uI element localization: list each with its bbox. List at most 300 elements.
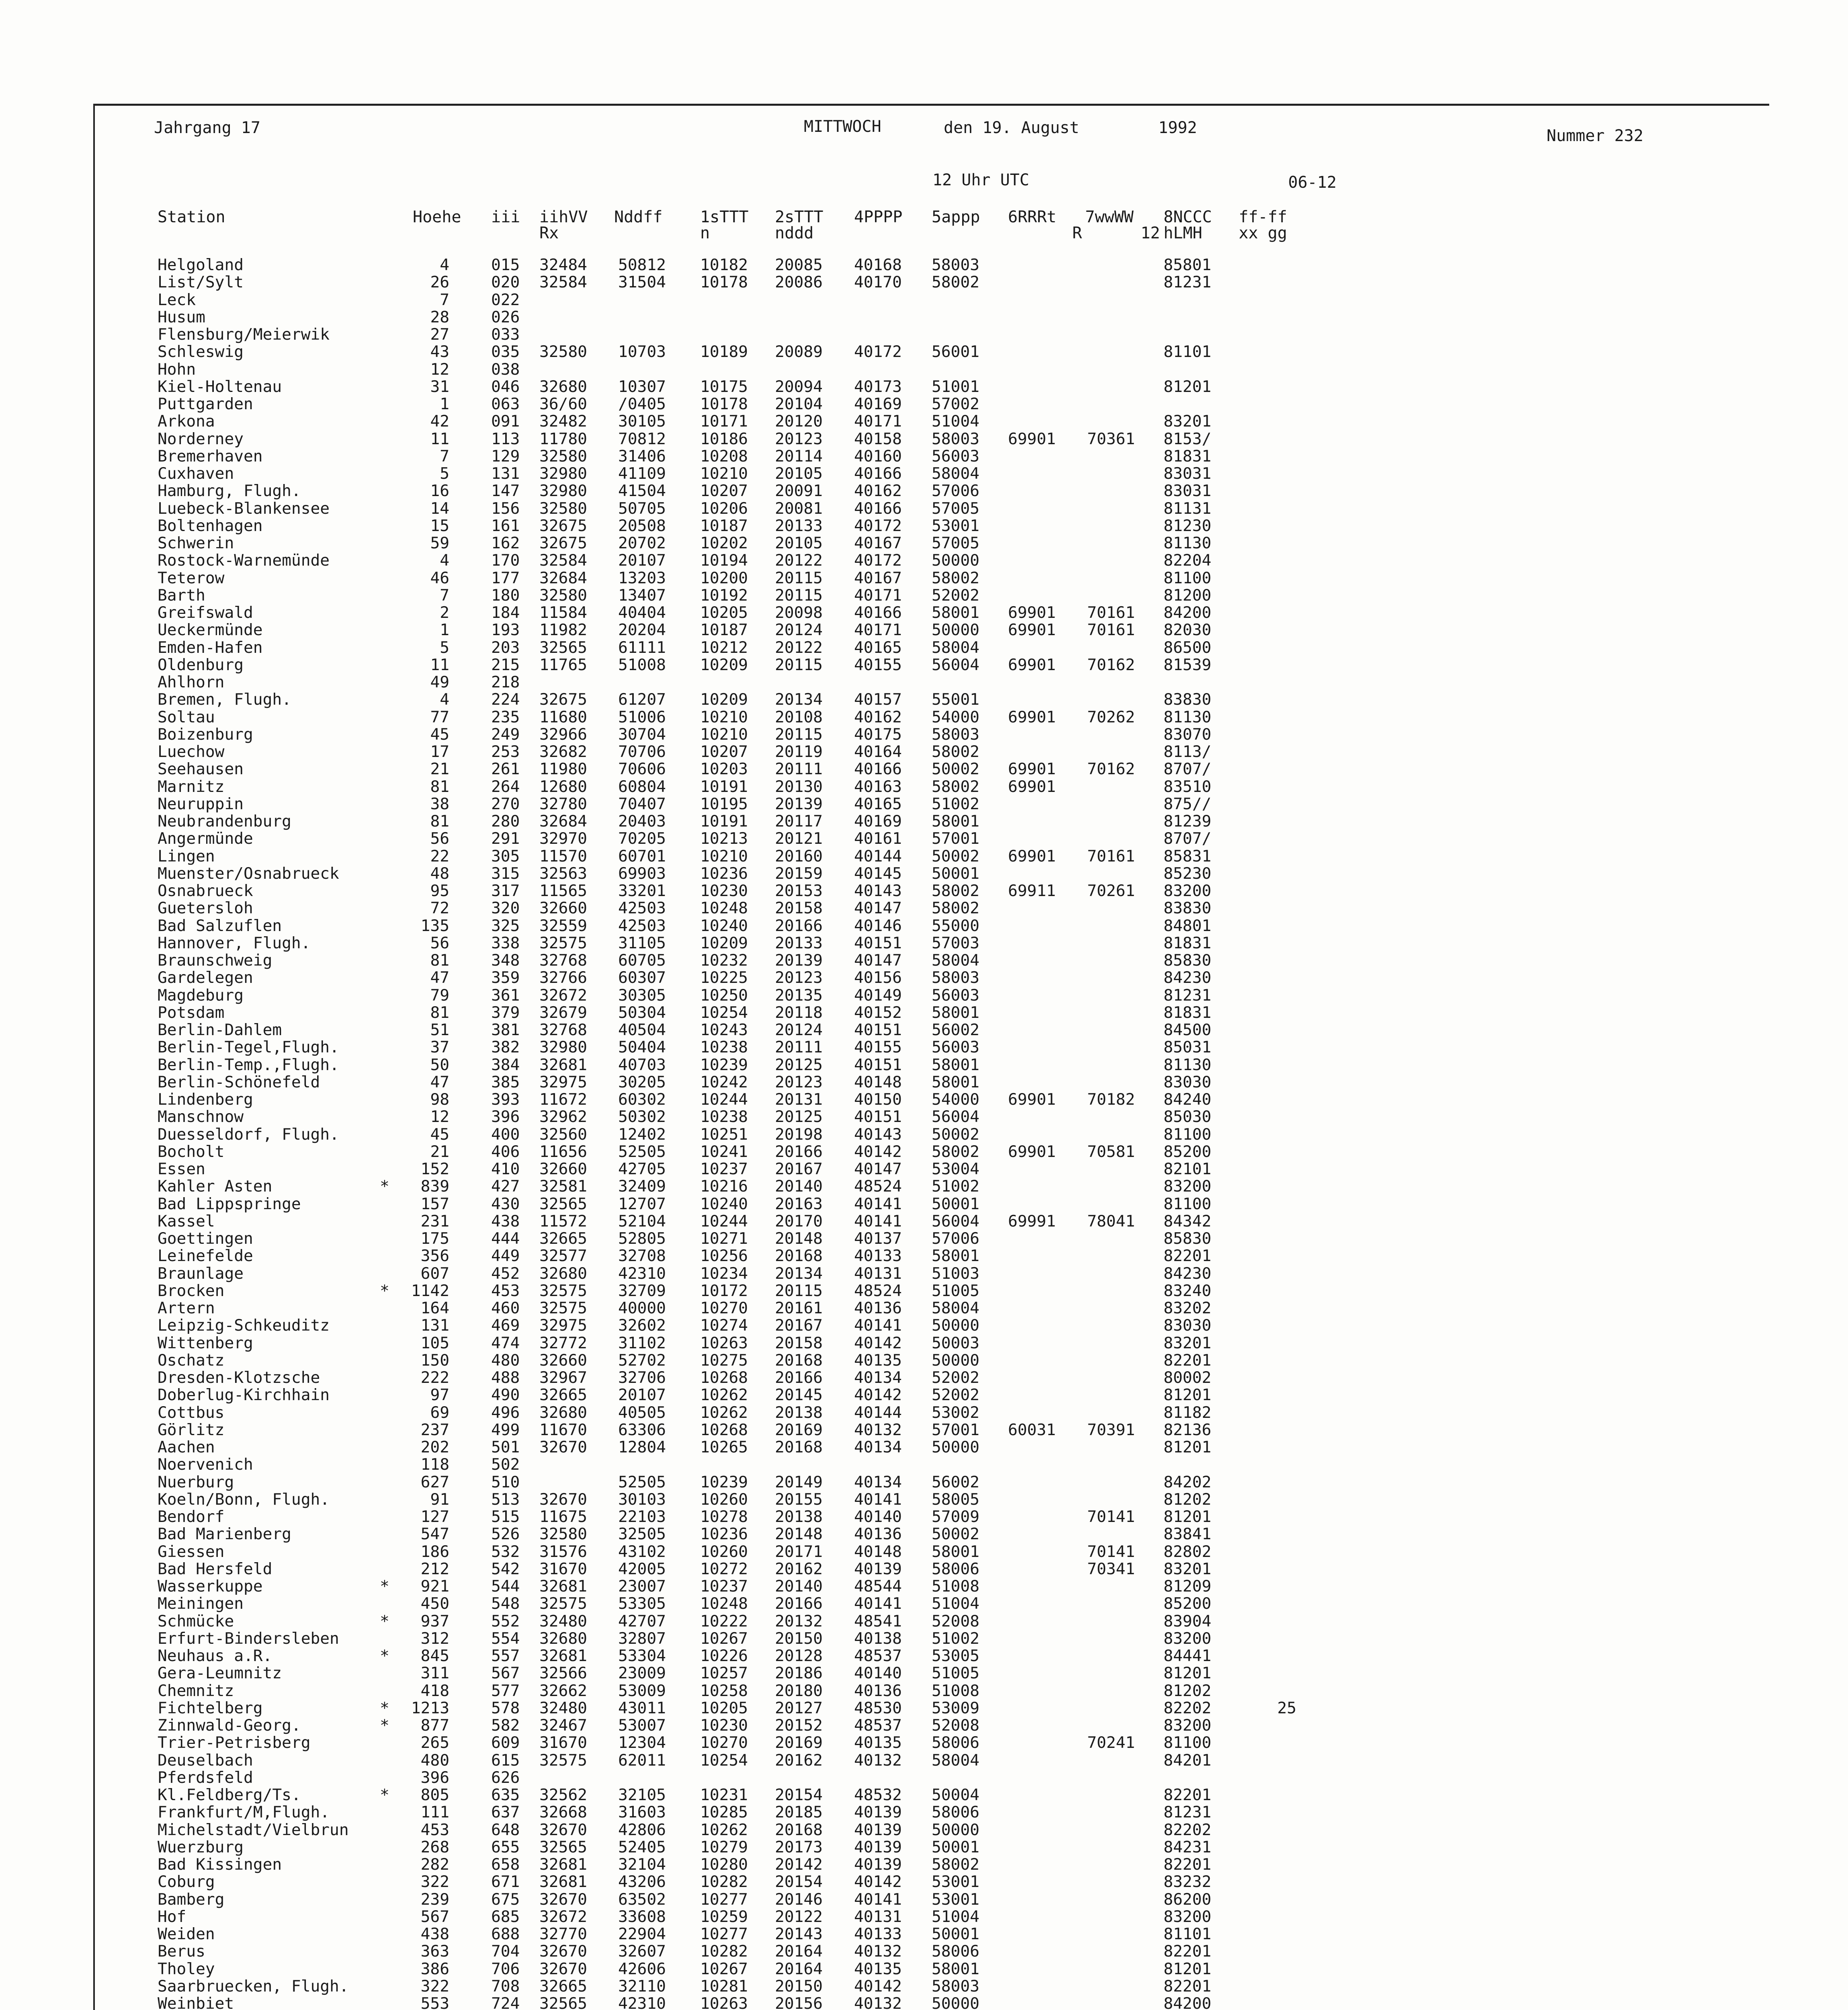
table-cell: 58002: [932, 882, 979, 900]
table-cell: 51008: [618, 655, 666, 674]
table-cell: [1277, 413, 1301, 430]
table-cell: [1277, 1335, 1301, 1352]
table-cell: 10282: [700, 1942, 748, 1961]
table-cell: [380, 1004, 392, 1021]
table-cell: 845: [420, 1647, 449, 1665]
table-cell: [1277, 1613, 1301, 1630]
table-cell: [1239, 1039, 1261, 1056]
station-name-cell: Lindenberg: [158, 1090, 253, 1109]
table-cell: [1008, 465, 1058, 482]
table-cell: 50404: [618, 1038, 666, 1057]
table-cell: 20081: [775, 499, 823, 518]
table-cell: [1008, 1682, 1058, 1700]
table-cell: 32665: [539, 1977, 587, 1996]
table-cell: [1277, 1908, 1301, 1926]
table-cell: 11765: [539, 655, 587, 674]
table-cell: [1239, 900, 1261, 917]
table-cell: [932, 309, 982, 326]
table-cell: 805: [420, 1786, 449, 1804]
table-cell: [1239, 778, 1261, 796]
table-cell: 84230: [1164, 1264, 1211, 1283]
table-cell: 688: [491, 1925, 520, 1943]
table-cell: [1087, 691, 1137, 708]
table-cell: 10232: [700, 951, 748, 970]
table-cell: *: [380, 1647, 389, 1665]
col-header-c7b: R: [1072, 224, 1082, 242]
table-cell: 180: [491, 586, 520, 605]
table-cell: 20086: [775, 273, 823, 292]
table-cell: [380, 1247, 392, 1265]
table-cell: [618, 361, 668, 378]
table-cell: 20107: [618, 551, 666, 570]
table-cell: [1239, 1613, 1261, 1630]
table-cell: 033: [491, 325, 520, 344]
table-cell: [854, 361, 904, 378]
table-cell: 70261: [1087, 882, 1135, 900]
table-cell: [1087, 552, 1137, 569]
table-cell: 32681: [539, 1873, 587, 1891]
table-cell: [1239, 517, 1261, 535]
table-cell: [1239, 865, 1261, 882]
table-cell: [1239, 796, 1261, 813]
table-cell: 40163: [854, 777, 902, 796]
table-cell: [380, 431, 392, 448]
table-cell: [932, 1769, 982, 1786]
table-cell: 40140: [854, 1508, 902, 1526]
table-cell: [1277, 1995, 1301, 2010]
table-cell: [1008, 969, 1058, 987]
table-cell: 40166: [854, 464, 902, 483]
table-cell: 81101: [1164, 343, 1211, 361]
table-cell: 553: [420, 1994, 449, 2010]
table-cell: [1239, 743, 1261, 761]
table-cell: 83240: [1164, 1281, 1211, 1300]
table-cell: [1239, 1943, 1261, 1960]
table-cell: 69901: [1008, 1142, 1056, 1161]
table-cell: [380, 709, 392, 726]
table-cell: [1277, 1230, 1301, 1247]
jahrgang-label: Jahrgang 17: [154, 119, 260, 137]
table-cell: 84201: [1164, 1751, 1211, 1770]
table-cell: [932, 326, 982, 343]
table-cell: 32672: [539, 1907, 587, 1926]
table-cell: 026: [491, 308, 520, 326]
table-cell: 81130: [1164, 1055, 1211, 1074]
table-cell: [1277, 1491, 1301, 1508]
table-cell: 12707: [618, 1194, 666, 1213]
table-cell: 32770: [539, 1925, 587, 1943]
table-cell: [1164, 291, 1214, 309]
table-cell: 81100: [1164, 568, 1211, 587]
table-cell: [1277, 1926, 1301, 1943]
table-cell: 84500: [1164, 1021, 1211, 1039]
table-cell: 80002: [1164, 1368, 1211, 1387]
table-cell: 60804: [618, 777, 666, 796]
table-cell: 675: [491, 1890, 520, 1909]
table-cell: [1277, 1091, 1301, 1108]
table-cell: [1164, 326, 1214, 343]
table-cell: [380, 1543, 392, 1561]
table-cell: *: [380, 1177, 389, 1196]
table-cell: 10178: [700, 395, 748, 413]
table-cell: 10268: [700, 1420, 748, 1439]
table-cell: 40160: [854, 447, 902, 466]
table-cell: [618, 1769, 668, 1786]
table-cell: [1239, 587, 1261, 604]
table-cell: 10209: [700, 655, 748, 674]
table-cell: 69901: [1008, 847, 1056, 866]
station-name-cell: Braunlage: [158, 1264, 244, 1283]
table-cell: [1008, 1196, 1058, 1213]
table-cell: [1239, 830, 1261, 847]
table-cell: 379: [491, 1003, 520, 1022]
table-cell: 32580: [539, 499, 587, 518]
table-cell: 249: [491, 725, 520, 744]
table-cell: 31670: [539, 1733, 587, 1752]
table-cell: 40175: [854, 725, 902, 744]
table-cell: 393: [491, 1090, 520, 1109]
table-cell: 184: [491, 603, 520, 622]
table-cell: 10194: [700, 551, 748, 570]
station-name-cell: Hohn: [158, 360, 196, 379]
table-cell: 81831: [1164, 447, 1211, 466]
table-cell: 22904: [618, 1925, 666, 1943]
table-cell: 10285: [700, 1803, 748, 1822]
table-cell: 356: [420, 1247, 449, 1265]
station-name-cell: Bad Kissingen: [158, 1855, 282, 1874]
table-cell: [1277, 1369, 1301, 1386]
table-cell: 10171: [700, 412, 748, 431]
column-group-10b: [1277, 256, 1301, 2010]
table-cell: [1277, 1021, 1301, 1039]
table-cell: [380, 865, 392, 882]
station-name-cell: Wittenberg: [158, 1333, 253, 1352]
table-cell: [1008, 309, 1058, 326]
table-cell: [1277, 1665, 1301, 1682]
station-name-cell: Puttgarden: [158, 395, 253, 413]
table-cell: 40155: [854, 655, 902, 674]
table-cell: 20159: [775, 864, 823, 883]
table-cell: 14: [430, 499, 449, 518]
column-iii: [491, 256, 521, 2010]
table-cell: [1087, 1161, 1137, 1178]
table-cell: 50002: [932, 847, 979, 866]
table-cell: 81: [430, 1003, 449, 1022]
table-cell: 40133: [854, 1925, 902, 1943]
table-cell: 40000: [618, 1299, 666, 1317]
table-cell: 31105: [618, 933, 666, 952]
table-cell: 32780: [539, 794, 587, 813]
table-cell: [1277, 987, 1301, 1004]
table-cell: 10258: [700, 1681, 748, 1700]
table-cell: 20117: [775, 812, 823, 831]
table-cell: 70812: [618, 429, 666, 448]
table-cell: 69903: [618, 864, 666, 883]
table-cell: 20154: [775, 1873, 823, 1891]
frame-top-rule: [93, 104, 1769, 106]
table-cell: 10262: [700, 1820, 748, 1839]
table-cell: [700, 309, 750, 326]
table-cell: 10280: [700, 1855, 748, 1874]
table-cell: [1008, 1056, 1058, 1074]
table-cell: 1213: [411, 1698, 449, 1717]
table-cell: 50001: [932, 1838, 979, 1856]
table-cell: [1087, 1491, 1137, 1508]
table-cell: 224: [491, 690, 520, 709]
table-cell: 20098: [775, 603, 823, 622]
table-cell: 671: [491, 1873, 520, 1891]
table-cell: 11980: [539, 760, 587, 779]
table-cell: [1239, 535, 1261, 552]
table-cell: [1008, 396, 1058, 413]
table-cell: 58001: [932, 812, 979, 831]
table-cell: [380, 1665, 392, 1682]
table-cell: 32575: [539, 1299, 587, 1317]
table-cell: [1087, 1839, 1137, 1856]
table-cell: 20161: [775, 1299, 823, 1317]
table-cell: [618, 1456, 668, 1473]
table-cell: [1239, 570, 1261, 587]
table-cell: [380, 952, 392, 969]
table-cell: 83200: [1164, 882, 1211, 900]
table-cell: [1239, 1665, 1261, 1682]
table-cell: 70161: [1087, 603, 1135, 622]
table-cell: [1087, 1961, 1137, 1978]
table-cell: 32980: [539, 1038, 587, 1057]
table-cell: 50002: [932, 1525, 979, 1544]
table-cell: 52805: [618, 1229, 666, 1248]
table-cell: [1239, 326, 1261, 343]
table-cell: [854, 309, 904, 326]
table-cell: 53004: [932, 1160, 979, 1178]
table-cell: [1008, 952, 1058, 969]
table-cell: 40135: [854, 1351, 902, 1370]
table-cell: 10222: [700, 1612, 748, 1631]
station-name-cell: Angermünde: [158, 829, 253, 848]
table-cell: 31670: [539, 1559, 587, 1578]
table-cell: 60031: [1008, 1420, 1056, 1439]
table-cell: 40138: [854, 1629, 902, 1648]
table-cell: [1008, 482, 1058, 500]
table-cell: 359: [491, 968, 520, 987]
table-cell: 54000: [932, 1090, 979, 1109]
station-name-cell: Barth: [158, 586, 205, 605]
table-cell: 81: [430, 951, 449, 970]
table-cell: 53305: [618, 1594, 666, 1613]
table-cell: 499: [491, 1420, 520, 1439]
table-cell: 32580: [539, 586, 587, 605]
table-cell: 222: [420, 1368, 449, 1387]
table-cell: [1008, 1230, 1058, 1247]
table-cell: [1239, 1021, 1261, 1039]
station-name-cell: Berlin-Temp.,Flugh.: [158, 1055, 339, 1074]
table-cell: 30704: [618, 725, 666, 744]
table-cell: 30305: [618, 986, 666, 1005]
table-cell: 127: [420, 1508, 449, 1526]
table-cell: 32706: [618, 1368, 666, 1387]
table-cell: 40141: [854, 1194, 902, 1213]
table-cell: [1008, 1665, 1058, 1682]
table-cell: [1239, 1317, 1261, 1334]
table-cell: 32580: [539, 343, 587, 361]
table-cell: 53005: [932, 1647, 979, 1665]
table-cell: 32675: [539, 534, 587, 552]
table-cell: 635: [491, 1786, 520, 1804]
table-cell: 40173: [854, 377, 902, 396]
table-cell: [1277, 796, 1301, 813]
table-cell: [380, 1039, 392, 1056]
table-cell: [1239, 1856, 1261, 1873]
table-cell: 20139: [775, 794, 823, 813]
table-cell: 57009: [932, 1508, 979, 1526]
table-cell: 548: [491, 1594, 520, 1613]
table-cell: [1087, 1978, 1137, 1995]
table-cell: [1087, 1908, 1137, 1926]
table-cell: 268: [420, 1838, 449, 1856]
table-cell: [1239, 274, 1261, 291]
table-cell: [1087, 500, 1137, 517]
table-cell: [1239, 709, 1261, 726]
table-cell: 58003: [932, 256, 979, 274]
table-cell: 83070: [1164, 725, 1211, 744]
table-cell: [1277, 604, 1301, 621]
table-cell: 20162: [775, 1751, 823, 1770]
table-cell: 31504: [618, 273, 666, 292]
station-name-cell: Trier-Petrisberg: [158, 1733, 311, 1752]
table-cell: [775, 674, 825, 691]
table-cell: 655: [491, 1838, 520, 1856]
table-cell: [380, 1265, 392, 1282]
table-cell: [1239, 1161, 1261, 1178]
table-cell: 449: [491, 1247, 520, 1265]
table-cell: [1277, 1647, 1301, 1665]
table-cell: 70391: [1087, 1420, 1135, 1439]
table-cell: 31603: [618, 1803, 666, 1822]
table-cell: 20166: [775, 916, 823, 935]
table-cell: [775, 1769, 825, 1786]
table-cell: 10272: [700, 1559, 748, 1578]
table-cell: [1277, 1317, 1301, 1334]
table-cell: [380, 830, 392, 847]
table-cell: [1008, 1491, 1058, 1508]
table-cell: 81: [430, 812, 449, 831]
table-cell: 20160: [775, 847, 823, 866]
table-cell: [1008, 1769, 1058, 1786]
station-name-cell: Kl.Feldberg/Ts.: [158, 1786, 301, 1804]
table-cell: 23009: [618, 1664, 666, 1683]
table-cell: 70361: [1087, 429, 1135, 448]
table-cell: [1239, 1335, 1261, 1352]
col-header-c4b: nddd: [775, 224, 814, 242]
table-cell: [380, 1056, 392, 1074]
table-cell: 658: [491, 1855, 520, 1874]
table-cell: [380, 987, 392, 1004]
table-cell: [1239, 969, 1261, 987]
station-name-cell: Greifswald: [158, 603, 253, 622]
table-cell: 20131: [775, 1090, 823, 1109]
station-name-cell: Hannover, Flugh.: [158, 933, 311, 952]
table-cell: [1008, 639, 1058, 656]
table-cell: 515: [491, 1508, 520, 1526]
table-cell: 40132: [854, 1942, 902, 1961]
table-cell: [1008, 448, 1058, 465]
table-cell: 82202: [1164, 1820, 1211, 1839]
table-cell: [380, 604, 392, 621]
table-cell: 724: [491, 1994, 520, 2010]
table-cell: 43206: [618, 1873, 666, 1891]
table-cell: 215: [491, 655, 520, 674]
table-cell: [1087, 900, 1137, 917]
station-name-cell: Berlin-Dahlem: [158, 1021, 282, 1039]
table-cell: 32681: [539, 1577, 587, 1596]
table-cell: [1239, 1108, 1261, 1126]
table-cell: [1277, 917, 1301, 935]
table-cell: 11670: [539, 1420, 587, 1439]
table-cell: 40703: [618, 1055, 666, 1074]
table-cell: [1008, 674, 1058, 691]
table-cell: 10236: [700, 864, 748, 883]
station-name-cell: Bad Hersfeld: [158, 1559, 272, 1578]
table-cell: 32772: [539, 1333, 587, 1352]
table-cell: 291: [491, 829, 520, 848]
table-cell: [1277, 1752, 1301, 1769]
issue-number: Nummer 232: [1547, 127, 1643, 145]
table-cell: 11: [430, 429, 449, 448]
table-cell: 626: [491, 1768, 520, 1787]
table-cell: [1277, 1474, 1301, 1491]
table-cell: 40141: [854, 1594, 902, 1613]
table-cell: 20167: [775, 1316, 823, 1335]
table-cell: 32670: [539, 1959, 587, 1978]
table-cell: 57001: [932, 1420, 979, 1439]
table-cell: 58005: [932, 1490, 979, 1509]
table-cell: 56: [430, 933, 449, 952]
table-cell: 40169: [854, 812, 902, 831]
table-cell: 253: [491, 742, 520, 761]
table-cell: 582: [491, 1716, 520, 1735]
table-cell: 83841: [1164, 1525, 1211, 1544]
table-cell: 32505: [618, 1525, 666, 1544]
table-cell: 81539: [1164, 655, 1211, 674]
table-cell: [1277, 1769, 1301, 1786]
station-name-cell: Flensburg/Meierwik: [158, 325, 330, 344]
table-cell: [1277, 691, 1301, 708]
table-cell: [1239, 1908, 1261, 1926]
table-cell: [1277, 709, 1301, 726]
table-cell: [1087, 1647, 1137, 1665]
table-cell: 282: [420, 1855, 449, 1874]
table-cell: 235: [491, 708, 520, 726]
table-cell: [1239, 1369, 1261, 1386]
table-cell: [380, 1526, 392, 1543]
table-cell: [1008, 1717, 1058, 1734]
table-cell: 58003: [932, 968, 979, 987]
table-cell: 57005: [932, 499, 979, 518]
table-cell: 30103: [618, 1490, 666, 1509]
table-cell: 40171: [854, 412, 902, 431]
table-cell: 40136: [854, 1525, 902, 1544]
table-cell: *: [380, 1786, 389, 1804]
table-cell: [1087, 1074, 1137, 1091]
col-header-c9: 8NCCC: [1164, 208, 1212, 226]
table-cell: [1277, 656, 1301, 674]
table-cell: 40157: [854, 690, 902, 709]
table-cell: 58002: [932, 1142, 979, 1161]
table-cell: [1239, 691, 1261, 708]
table-cell: [1277, 761, 1301, 778]
table-cell: 10209: [700, 933, 748, 952]
table-cell: 32766: [539, 968, 587, 987]
